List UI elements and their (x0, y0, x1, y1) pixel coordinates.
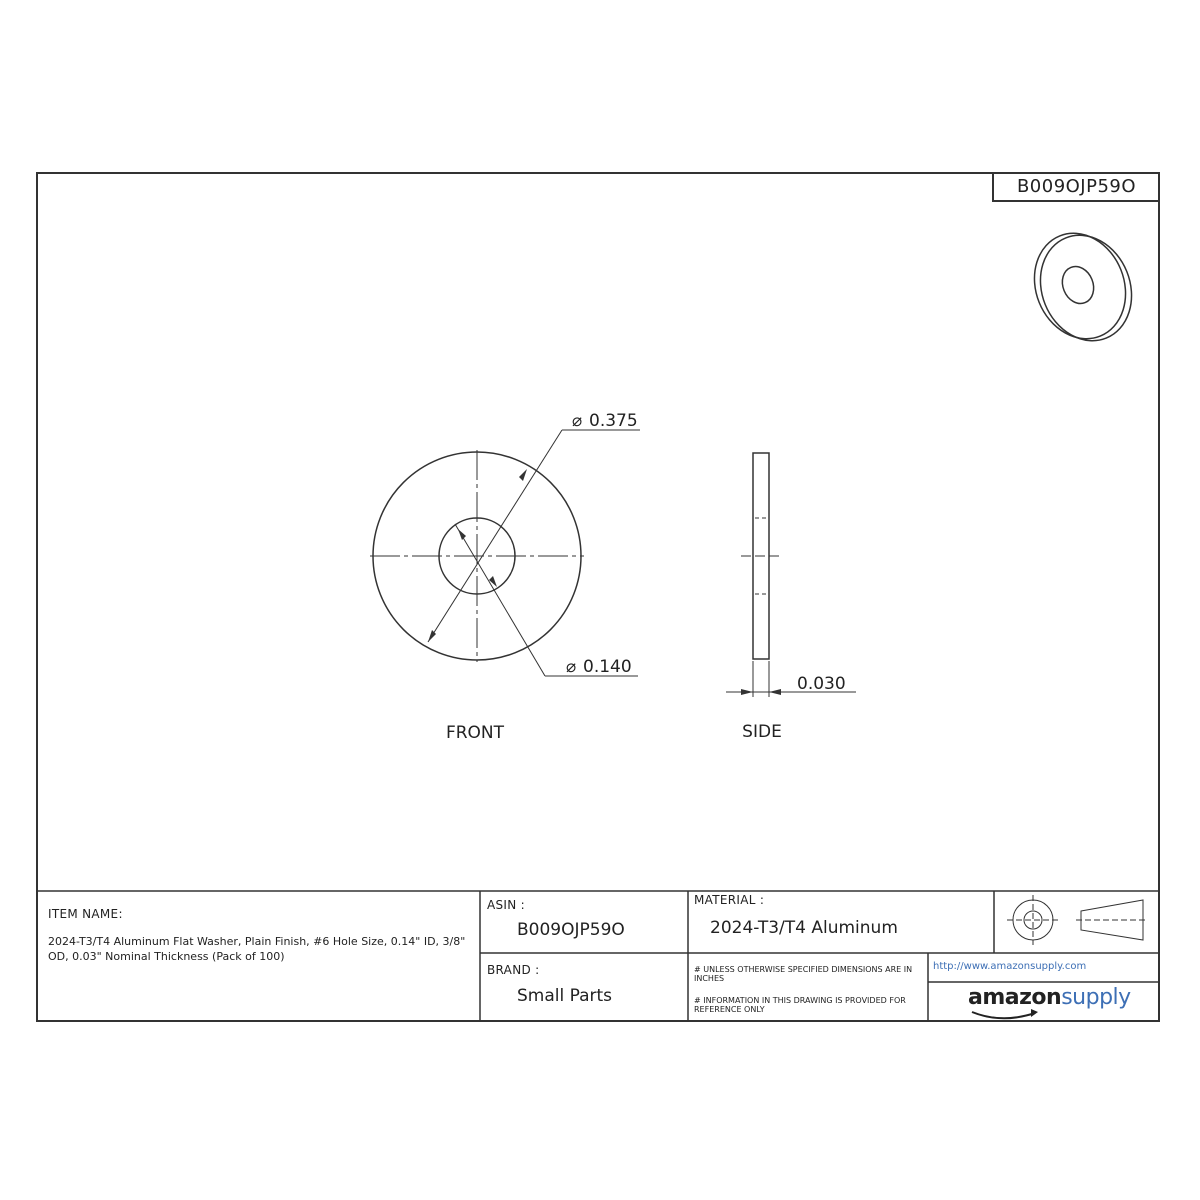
isometric-washer-view (1019, 219, 1147, 354)
side-view (726, 453, 856, 697)
inner-diameter-leader (455, 524, 545, 676)
outer-diameter-label: 0.375 (589, 411, 638, 431)
isometric-washer-hole (1057, 262, 1099, 308)
front-view (370, 430, 640, 676)
amazon-smile-icon (972, 1012, 1035, 1018)
logo-amazon-text: amazon (968, 985, 1062, 1010)
asin-label: ASIN : (487, 898, 525, 912)
inner-diameter-arrow-bottom (489, 576, 497, 587)
side-view-label: SIDE (742, 722, 782, 742)
isometric-washer-front-face (1019, 219, 1141, 352)
logo-supply-text: supply (1061, 985, 1131, 1010)
material-label: MATERIAL : (694, 893, 765, 907)
thickness-arrow-right (769, 689, 781, 695)
projection-symbol-icon (1007, 895, 1148, 945)
part-number-text: B009OJP59O (1016, 176, 1137, 197)
website-link[interactable]: http://www.amazonsupply.com (933, 961, 1087, 972)
item-name-value: 2024-T3/T4 Aluminum Flat Washer, Plain Finish, #6 Hole Size, 0.14" ID, 3/8" OD, 0.03" Nominal Thickness (Pack of 100) (48, 935, 466, 963)
amazonsupply-logo (968, 985, 1131, 1010)
material-value: 2024-T3/T4 Aluminum (710, 918, 898, 938)
outer-diameter-arrow-top (519, 469, 527, 481)
inner-diameter-arrow-top (458, 529, 466, 540)
front-view-label: FRONT (445, 723, 505, 743)
outer-diameter-symbol: ⌀ (572, 411, 583, 431)
brand-value: Small Parts (517, 986, 613, 1006)
outer-diameter-leader (428, 430, 562, 642)
asin-value: B009OJP59O (517, 920, 625, 940)
brand-label: BRAND : (487, 963, 540, 977)
amazon-smile-arrow-icon (1031, 1009, 1038, 1017)
isometric-washer-back-edge (1025, 221, 1147, 354)
thickness-arrow-left (741, 689, 753, 695)
item-name-label: ITEM NAME: (48, 907, 123, 921)
thickness-label: 0.030 (797, 674, 846, 694)
inner-diameter-symbol: ⌀ (566, 657, 577, 677)
note-reference: # INFORMATION IN THIS DRAWING IS PROVIDED FOR REFERENCE ONLY (694, 996, 906, 1014)
inner-diameter-label: 0.140 (583, 657, 632, 677)
note-units: # UNLESS OTHERWISE SPECIFIED DIMENSIONS ARE IN INCHES (694, 965, 913, 983)
